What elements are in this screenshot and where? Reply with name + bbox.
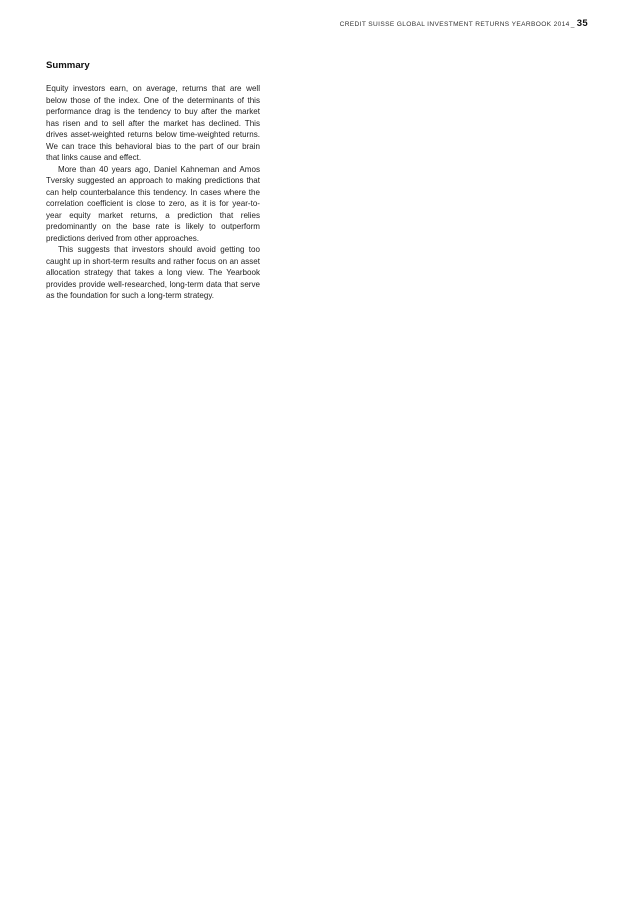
body-paragraph: More than 40 years ago, Daniel Kahneman and Amos Tversky suggested an approach to making predictions that can help counterbalance this tendency. In cases where the correlation coefficient is close to zero, as it is for year-to-year equity market returns, a prediction that relies predominantly on the base rate is likely to outperform predictions derived from other approaches. <box>46 164 260 243</box>
running-header <box>340 18 588 29</box>
summary-section <box>46 60 260 302</box>
running-title: CREDIT SUISSE GLOBAL INVESTMENT RETURNS YEARBOOK 2014 <box>339 21 570 28</box>
header-separator: _ <box>570 21 575 28</box>
section-title: Summary <box>46 60 90 71</box>
body-paragraph: This suggests that investors should avoid getting too caught up in short-term results and rather focus on an asset allocation strategy that takes a long view. The Yearbook provides provide well-researched, long-term data that serve as the foundation for such a long-term strategy. <box>46 245 260 300</box>
page-number: 35 <box>576 18 588 29</box>
body-paragraph: Equity investors earn, on average, returns that are well below those of the index. One of the determinants of this performance drag is the tendency to buy after the market has risen and to sell after the market has declined. This drives asset-weighted returns below time-weighted returns. We can trace this behavioral bias to the part of our brain that links cause and effect. <box>46 84 260 162</box>
